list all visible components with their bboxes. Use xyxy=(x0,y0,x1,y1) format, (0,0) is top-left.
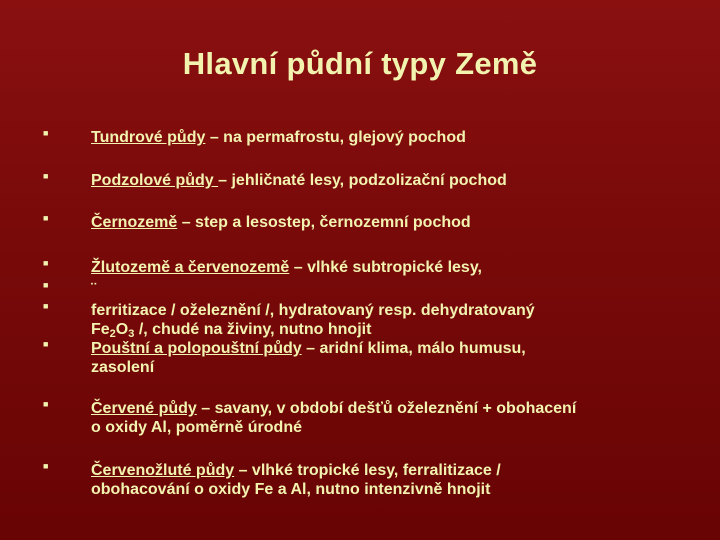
slide-title: Hlavní půdní typy Země xyxy=(182,46,538,81)
description: – savany, v období dešťů oželeznění + obohacení xyxy=(196,400,577,417)
term: Pouštní a polopouštní půdy xyxy=(91,340,302,357)
list-item-text xyxy=(91,461,651,499)
term: Červené půdy xyxy=(91,400,197,417)
subscript-3: 3 xyxy=(128,328,135,340)
list-item-text xyxy=(91,213,651,232)
line-2: o oxidy Al, poměrně úrodné xyxy=(91,419,302,436)
bullet-icon xyxy=(43,461,53,471)
list-item-text xyxy=(91,258,651,277)
description: – vlhké subtropické lesy, xyxy=(289,259,482,276)
line-2: zasolení xyxy=(91,359,155,376)
bullet-icon xyxy=(43,280,53,290)
bullet-icon xyxy=(43,399,53,409)
bullet-icon xyxy=(43,128,53,138)
list-item-text xyxy=(91,301,651,344)
description: – vlhké tropické lesy, ferralitizace / xyxy=(234,462,501,479)
bullet-icon xyxy=(43,258,53,268)
description: – step a lesostep, černozemní pochod xyxy=(177,214,471,231)
formula-fe: Fe xyxy=(91,321,110,338)
bullet-icon xyxy=(43,171,53,181)
formula-o: O xyxy=(115,321,129,338)
bullet-icon xyxy=(43,339,53,349)
bullet-icon xyxy=(43,301,53,311)
line-2: obohacování o oxidy Fe a Al, nutno intenzivně hnojit xyxy=(91,481,491,498)
list-item-text xyxy=(91,399,651,437)
list-item-text xyxy=(91,171,651,190)
term: Podzolové půdy xyxy=(91,172,219,189)
list-item-text: ¨ xyxy=(91,281,97,298)
term: Žlutozemě a červenozemě xyxy=(91,259,290,276)
line-2-rest: /, chudé na živiny, nutno hnojit xyxy=(134,321,372,338)
term: Červenožluté půdy xyxy=(91,462,235,479)
line-1: ferritizace / oželeznění /, hydratovaný resp. dehydratovaný xyxy=(91,302,535,319)
list-item-text xyxy=(91,339,651,377)
bullet-icon xyxy=(43,213,53,223)
description: – aridní klima, málo humusu, xyxy=(301,340,526,357)
description: – na permafrostu, glejový pochod xyxy=(205,129,466,146)
description: – jehličnaté lesy, podzolizační pochod xyxy=(218,172,507,189)
term: Tundrové půdy xyxy=(91,129,206,146)
term: Černozemě xyxy=(91,214,178,231)
list-item-text xyxy=(91,128,651,147)
subscript-2: 2 xyxy=(109,328,116,340)
